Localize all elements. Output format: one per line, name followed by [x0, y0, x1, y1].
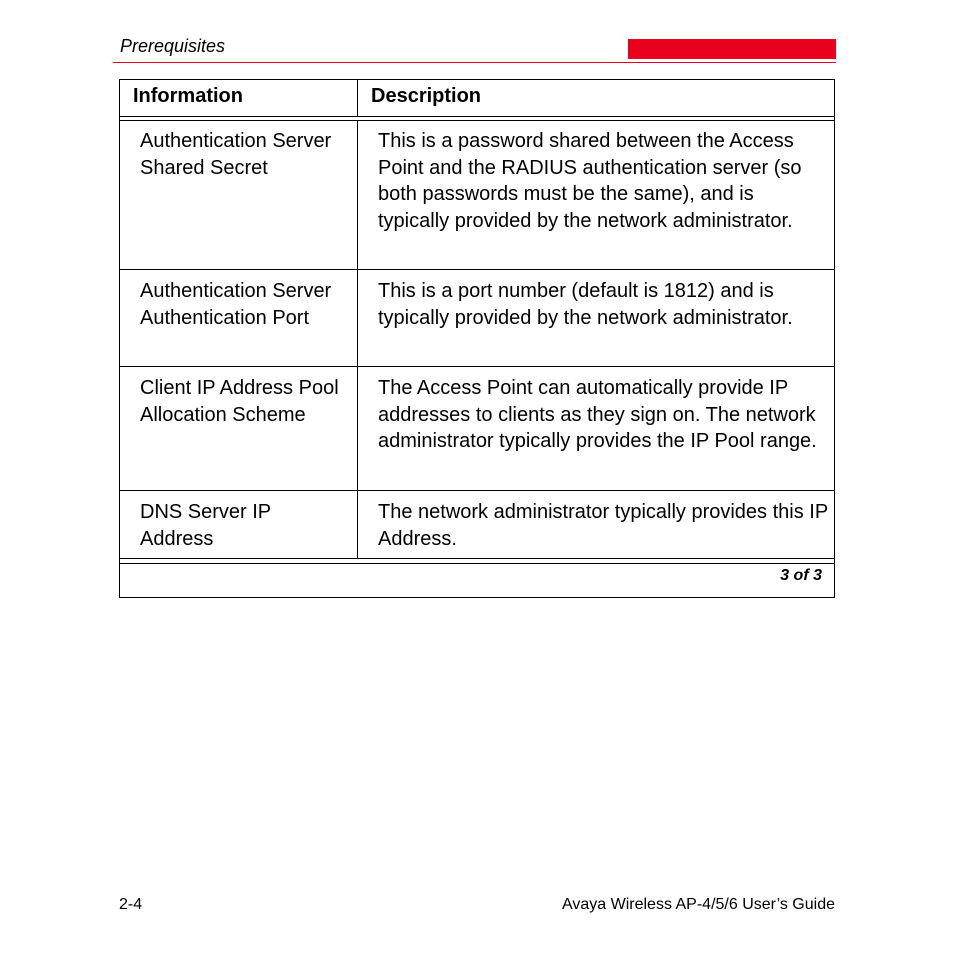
- header-rule: [113, 62, 836, 63]
- row-4-info: DNS Server IP Address: [140, 501, 271, 550]
- prerequisites-table: [119, 79, 835, 598]
- column-divider: [357, 120, 358, 558]
- row-3-description: The Access Point can automatically provide IP addresses to clients as they sign on. The network administrator typically provides the IP Pool range.: [378, 377, 817, 452]
- header-divider-bottom: [120, 120, 834, 121]
- row-2-info: Authentication Server Authentication Port: [140, 280, 332, 329]
- footer-divider-bottom: [120, 563, 834, 564]
- row-4-description: The network administrator typically provides this IP Address.: [378, 501, 828, 550]
- header-divider-top: [120, 116, 834, 117]
- row-3-info: Client IP Address Pool Allocation Scheme: [140, 377, 339, 426]
- row-2-description: This is a port number (default is 1812) and is typically provided by the network administrator.: [378, 280, 793, 329]
- footer-page-number: 2-4: [119, 896, 143, 913]
- footer-divider-top: [120, 558, 834, 559]
- footer-guide-title: Avaya Wireless AP-4/5/6 User’s Guide: [561, 896, 835, 913]
- row-divider: [120, 269, 834, 270]
- header-accent-bar: [628, 39, 836, 59]
- column-header-information: Information: [133, 85, 243, 107]
- row-1-info: Authentication Server Shared Secret: [140, 130, 332, 179]
- header-section-title: Prerequisites: [120, 36, 226, 56]
- row-1-description: This is a password shared between the Access Point and the RADIUS authentication server (so both passwords must be the same), and is typically provided by the network administrator.: [378, 130, 802, 232]
- header-column-divider: [357, 80, 358, 116]
- column-header-description: Description: [371, 85, 482, 107]
- table-page-count: 3 of 3: [780, 567, 822, 584]
- table-header-row: [120, 80, 834, 119]
- row-divider: [120, 490, 834, 491]
- row-divider: [120, 366, 834, 367]
